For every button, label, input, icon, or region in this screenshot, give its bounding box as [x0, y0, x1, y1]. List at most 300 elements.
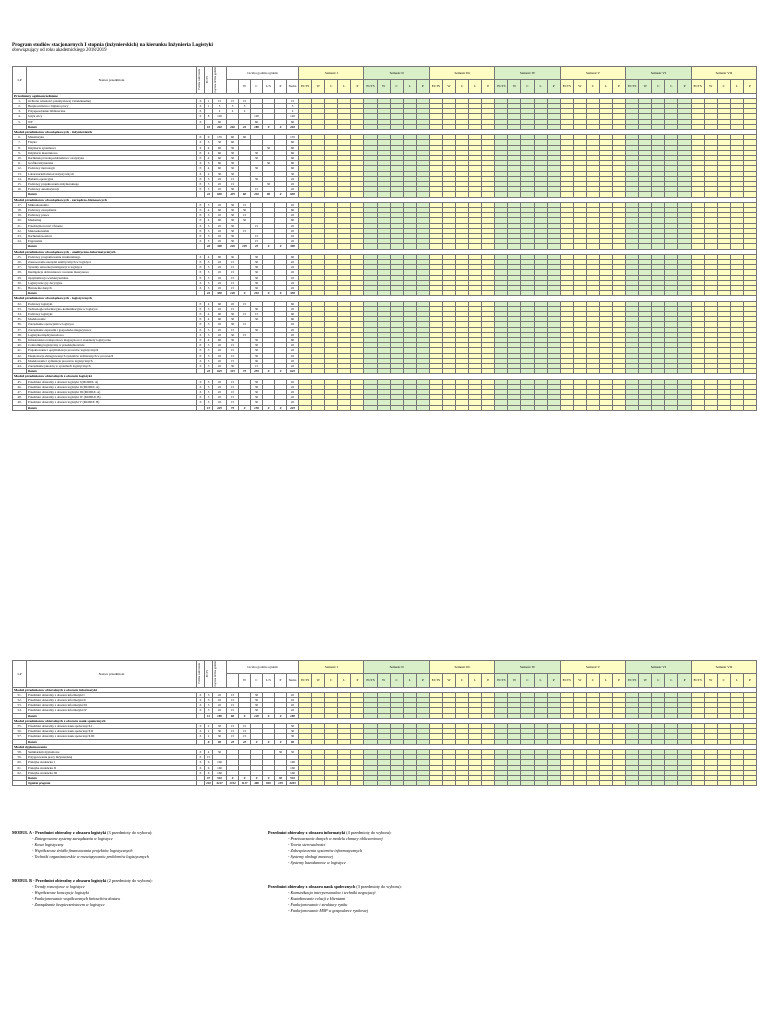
summary-value: 510 — [213, 775, 227, 780]
summary-value: 630 — [213, 192, 227, 197]
elective-group — [12, 878, 262, 908]
table-cell: 5 — [227, 103, 239, 108]
table-cell: E — [197, 187, 205, 192]
col-hours-sub: W — [239, 80, 251, 93]
table-cell: 30 — [251, 286, 263, 291]
semester-cell — [456, 781, 469, 786]
table-cell: 6. — [13, 135, 27, 140]
table-cell: 135 — [287, 135, 299, 140]
table-cell: 3 — [205, 286, 213, 291]
table-cell: 30 — [251, 338, 263, 343]
table-cell: 60 — [287, 301, 299, 306]
table-cell: 30 — [227, 332, 239, 337]
table-cell: 30 — [227, 233, 239, 238]
table-cell: 60 — [287, 254, 299, 259]
elective-item: - Systemy obsługi masowej — [288, 854, 334, 859]
table-cell: 160 — [213, 770, 227, 775]
summary-value: 90 — [287, 739, 299, 744]
table-cell: 60 — [213, 301, 227, 306]
summary-value: 45 — [251, 244, 263, 249]
col-semester-sub: L — [403, 674, 416, 687]
table-cell: 30 — [251, 379, 263, 384]
table-cell: 21. — [13, 223, 27, 228]
semester-cell — [469, 405, 482, 410]
summary-value: 0 — [275, 291, 287, 296]
semester-cell — [495, 781, 508, 786]
semester-cell — [377, 405, 390, 410]
table-cell: Z — [197, 765, 205, 770]
grand-total-value: 3495 — [287, 781, 299, 786]
course-name: Inżynieria materiałowa — [27, 150, 197, 155]
table-cell: 45 — [287, 275, 299, 280]
table-cell: 15 — [251, 364, 263, 369]
table-cell: 30 — [227, 239, 239, 244]
table-cell: Z — [197, 770, 205, 775]
table-cell: Z — [197, 171, 205, 176]
table-cell: 60 — [287, 161, 299, 166]
table-cell: 3 — [205, 379, 213, 384]
table-cell: 3 — [205, 181, 213, 186]
semester-cell — [573, 781, 586, 786]
table-cell: 22. — [13, 228, 27, 233]
table-cell: 15 — [227, 286, 239, 291]
table-cell: 4. — [13, 114, 27, 119]
semester-cell — [429, 781, 442, 786]
summary-value: 90 — [263, 192, 275, 197]
semester-cell — [403, 781, 416, 786]
table-cell: 160 — [287, 765, 299, 770]
elective-item: - Zabezpieczenia systemów informatycznych — [288, 848, 363, 853]
table-cell: 45 — [287, 265, 299, 270]
page-title: Program studiów stacjonarnych I stopnia (inżynierskich) na kierunku Inżynieria Logistyki — [12, 42, 213, 48]
table-cell — [13, 405, 27, 410]
table-cell: 60 — [213, 312, 227, 317]
semester-cell — [730, 781, 743, 786]
col-semester-sub: C — [325, 80, 338, 93]
course-name: Przygotowanie pracy inżynierskiej — [27, 755, 197, 760]
summary-value: 330 — [213, 291, 227, 296]
table-cell: Z — [197, 755, 205, 760]
table-cell: E — [197, 275, 205, 280]
table-cell: 45 — [287, 286, 299, 291]
col-semester: Semestr VI — [626, 661, 691, 674]
table-cell: 3 — [205, 176, 213, 181]
summary-value: 0 — [239, 291, 251, 296]
col-semester-sub: W — [442, 80, 455, 93]
semester-cell — [704, 781, 717, 786]
page-bottom — [12, 660, 756, 786]
table-cell: 3 — [205, 395, 213, 400]
table-cell: Z — [197, 140, 205, 145]
summary-value: 0 — [263, 244, 275, 249]
col-semester: Semestr II — [364, 67, 429, 80]
col-semester-sub: P — [613, 674, 626, 687]
table-cell: 45 — [213, 202, 227, 207]
table-cell: 3 — [205, 322, 213, 327]
table-cell: 30 — [251, 260, 263, 265]
table-cell: 38. — [13, 332, 27, 337]
course-name: Matematyka — [27, 135, 197, 140]
semester-cell — [299, 405, 312, 410]
table-cell: 45 — [287, 202, 299, 207]
col-ects — [205, 661, 213, 688]
table-cell: 30 — [251, 358, 263, 363]
semester-cell — [599, 405, 612, 410]
page-top — [12, 42, 756, 411]
table-cell: 60 — [287, 145, 299, 150]
table-cell: 160 — [213, 765, 227, 770]
semester-cell — [743, 781, 756, 786]
col-semester-sub: C — [652, 674, 665, 687]
grand-total-value: 810 — [263, 781, 275, 786]
table-cell: Z — [197, 332, 205, 337]
table-cell: E — [197, 327, 205, 332]
table-cell: 6 — [205, 760, 213, 765]
col-semester-sub: L — [338, 674, 351, 687]
table-cell: E — [197, 338, 205, 343]
table-cell: Z — [197, 729, 205, 734]
table-cell: 45 — [287, 384, 299, 389]
table-cell: 60. — [13, 760, 27, 765]
summary-value: 0 — [275, 713, 287, 718]
col-name: Nazwa przedmiotu — [27, 67, 197, 94]
table-cell: 31. — [13, 286, 27, 291]
summary-value: 0 — [227, 775, 239, 780]
summary-value: 180 — [251, 124, 263, 129]
table-cell: 45 — [287, 348, 299, 353]
semester-cell — [429, 405, 442, 410]
table-cell: 30 — [251, 708, 263, 713]
semester-cell — [338, 405, 351, 410]
table-cell: 60 — [287, 218, 299, 223]
table-cell: Z — [197, 114, 205, 119]
table-cell: 40. — [13, 343, 27, 348]
semester-cell — [482, 405, 495, 410]
table-cell: 8 — [205, 114, 213, 119]
table-cell: 45 — [213, 353, 227, 358]
table-cell: 60 — [287, 312, 299, 317]
table-cell: 15 — [239, 202, 251, 207]
summary-label: Razem — [27, 775, 197, 780]
table-cell: Z — [197, 400, 205, 405]
table-cell: 3 — [205, 384, 213, 389]
table-cell: 15 — [227, 270, 239, 275]
elective-item: - Zintegrowane systemy zarządzania w logistyce — [32, 836, 113, 841]
col-semester-sub: C — [456, 80, 469, 93]
table-cell: 60 — [213, 155, 227, 160]
course-name: Przedmiot obieralny z obszaru logistyki V (MODUŁ B) — [27, 400, 197, 405]
semester-cell — [547, 781, 560, 786]
summary-value: 0 — [275, 124, 287, 129]
course-name: Przedmiot obieralny z obszaru logistyki IV (MODUŁ B) — [27, 395, 197, 400]
table-cell: 9. — [13, 150, 27, 155]
table-cell: 30 — [263, 181, 275, 186]
table-cell: Z — [197, 119, 205, 124]
table-cell: 45 — [287, 213, 299, 218]
elective-item: - Funkcjonowanie MŚP w gospodarce rynkowej — [288, 908, 369, 913]
table-cell: Z — [197, 395, 205, 400]
table-cell: Z — [197, 98, 205, 103]
course-name: Rachunek prawdopodobieństwa i statystyka — [27, 155, 197, 160]
semester-cell — [730, 405, 743, 410]
table-cell: 15 — [227, 734, 239, 739]
table-cell: Z — [197, 697, 205, 702]
summary-value: 645 — [287, 369, 299, 374]
col-hours-sub: C — [251, 674, 263, 687]
table-cell: 30 — [227, 171, 239, 176]
table-cell: 4 — [205, 218, 213, 223]
summary-value: 0 — [263, 369, 275, 374]
table-cell: 54. — [13, 708, 27, 713]
table-cell: 45 — [213, 187, 227, 192]
table-cell: 45 — [287, 692, 299, 697]
elective-group-head: MODUŁ A - Przedmiot obieralny z obszaru logistyki — [12, 830, 108, 835]
table-cell: 45 — [287, 187, 299, 192]
table-cell: 45 — [287, 343, 299, 348]
semester-cell — [325, 405, 338, 410]
elective-item: - Trendy rozwojowe w logistyce — [32, 884, 85, 889]
table-cell: 30 — [251, 150, 263, 155]
summary-value: 75 — [227, 405, 239, 410]
table-cell: 19. — [13, 213, 27, 218]
table-cell: 6 — [205, 765, 213, 770]
table-cell: E — [197, 181, 205, 186]
col-semester-sub: P — [482, 674, 495, 687]
table-cell: 30 — [227, 254, 239, 259]
table-cell: 45 — [213, 692, 227, 697]
table-cell: 120 — [287, 114, 299, 119]
summary-value: 120 — [251, 713, 263, 718]
col-ects-label: ECTS — [205, 670, 209, 678]
semester-cell — [691, 781, 704, 786]
table-cell: 30 — [213, 729, 227, 734]
summary-value: 225 — [213, 405, 227, 410]
col-form — [197, 67, 205, 94]
table-cell: 15 — [213, 98, 227, 103]
course-name: Ochrona własności przemysłowej i intelektualnej — [27, 98, 197, 103]
table-cell: 45 — [287, 332, 299, 337]
col-semester: Semestr III — [429, 661, 494, 674]
col-semester: Semestr IV — [495, 661, 560, 674]
table-cell: 45 — [287, 697, 299, 702]
table-cell: 120 — [213, 114, 227, 119]
table-cell: 3 — [205, 202, 213, 207]
table-cell: E — [197, 301, 205, 306]
table-cell: 3 — [205, 708, 213, 713]
col-semester-sub: ECTS — [364, 674, 377, 687]
course-name: Przedmiot obieralny z obszaru informatyki I — [27, 692, 197, 697]
col-total-hours-label: Łączna liczba godzin — [213, 661, 217, 687]
summary-value: 6 — [205, 739, 213, 744]
table-cell: 39. — [13, 338, 27, 343]
table-cell: 45. — [13, 379, 27, 384]
elective-item: - Komunikacja interpersonalna i techniki negocjacji — [288, 890, 376, 895]
table-cell: 45 — [287, 708, 299, 713]
table-cell: 45 — [287, 233, 299, 238]
table-cell: 30 — [227, 187, 239, 192]
course-name: Język obcy — [27, 114, 197, 119]
summary-label: Razem — [27, 244, 197, 249]
table-cell: 30 — [287, 729, 299, 734]
table-cell: 15 — [227, 280, 239, 285]
table-cell: Z — [197, 390, 205, 395]
table-cell: 32. — [13, 301, 27, 306]
summary-value: 45 — [227, 739, 239, 744]
semester-cell — [704, 405, 717, 410]
col-semester-sub: L — [403, 80, 416, 93]
semester-cell — [508, 781, 521, 786]
table-cell: 3 — [205, 343, 213, 348]
table-cell: 45 — [213, 332, 227, 337]
table-cell: 30 — [251, 353, 263, 358]
table-cell: 2 — [205, 734, 213, 739]
table-cell: E — [197, 322, 205, 327]
table-cell: 60 — [213, 317, 227, 322]
semester-cell — [442, 405, 455, 410]
table-cell: Z — [197, 760, 205, 765]
table-cell: 29. — [13, 275, 27, 280]
col-hours-sub: P — [275, 674, 287, 687]
table-cell: 3 — [205, 239, 213, 244]
table-cell: E — [197, 228, 205, 233]
table-cell: 36. — [13, 322, 27, 327]
summary-value: 60 — [239, 192, 251, 197]
table-cell: 45 — [287, 703, 299, 708]
col-semester: Semestr IV — [495, 67, 560, 80]
course-name: Praktyka studencka III — [27, 770, 197, 775]
table-cell: 3 — [205, 187, 213, 192]
table-cell: 45 — [287, 364, 299, 369]
table-cell: 15 — [251, 312, 263, 317]
summary-value: 0 — [263, 291, 275, 296]
table-cell: 4 — [205, 145, 213, 150]
table-cell: 2 — [205, 171, 213, 176]
grand-total-row — [13, 781, 757, 786]
col-semester-sub: C — [586, 80, 599, 93]
table-cell: 30 — [251, 155, 263, 160]
col-hours-sub: C — [251, 80, 263, 93]
table-cell: 14. — [13, 176, 27, 181]
col-semester-sub: W — [312, 674, 325, 687]
table-cell: E — [197, 348, 205, 353]
table-cell: 13. — [13, 171, 27, 176]
table-cell: 30 — [287, 734, 299, 739]
table-cell: E — [197, 150, 205, 155]
table-cell: 2. — [13, 103, 27, 108]
col-semester-sub: L — [730, 674, 743, 687]
col-semester-sub: C — [390, 80, 403, 93]
table-cell: 30. — [13, 280, 27, 285]
table-cell: 2 — [227, 109, 239, 114]
summary-value: 150 — [251, 405, 263, 410]
table-cell: 5. — [13, 119, 27, 124]
table-cell: 45 — [287, 270, 299, 275]
summary-value: 105 — [239, 244, 251, 249]
elective-item: - Przetwarzanie danych w modelu chmury obliczeniowej — [288, 836, 383, 841]
table-cell: 45 — [213, 280, 227, 285]
table-cell: 55. — [13, 723, 27, 728]
col-semester-sub: L — [599, 80, 612, 93]
table-cell: E — [197, 218, 205, 223]
col-semester-sub: ECTS — [429, 674, 442, 687]
table-cell: Z — [197, 692, 205, 697]
table-cell: 30 — [227, 207, 239, 212]
table-cell: 45 — [213, 306, 227, 311]
course-name: Bezpieczeństwo i higiena pracy — [27, 103, 197, 108]
semester-cell — [665, 405, 678, 410]
table-cell: 15 — [239, 301, 251, 306]
section-title: Moduł przedmiotów obieralnych z obszaru informatyki — [13, 687, 757, 692]
summary-value: 60 — [227, 713, 239, 718]
table-cell: 60 — [287, 150, 299, 155]
semester-cell — [416, 781, 429, 786]
table-cell: Z — [197, 734, 205, 739]
table-cell: 30 — [213, 734, 227, 739]
col-semester-sub: W — [508, 80, 521, 93]
course-name: Inteligencja obliczeniowa i uczenie maszynowe — [27, 270, 197, 275]
table-cell: 53. — [13, 703, 27, 708]
table-cell: 30 — [251, 280, 263, 285]
table-cell: Z — [197, 358, 205, 363]
table-cell: 61. — [13, 765, 27, 770]
table-cell: 60 — [227, 140, 239, 145]
semester-cell — [534, 405, 547, 410]
table-cell: 1. — [13, 98, 27, 103]
table-cell: 30 — [239, 207, 251, 212]
col-semester-sub: P — [547, 674, 560, 687]
table-cell: Z — [197, 103, 205, 108]
table-cell: 11. — [13, 161, 27, 166]
summary-value: 12 — [205, 713, 213, 718]
table-cell: 4 — [205, 317, 213, 322]
table-cell: 45 — [213, 697, 227, 702]
course-name: WF — [27, 119, 197, 124]
col-semester-sub: L — [730, 80, 743, 93]
summary-value: 0 — [263, 713, 275, 718]
table-cell: 15 — [227, 275, 239, 280]
col-semester-sub: L — [599, 674, 612, 687]
semester-cell — [390, 781, 403, 786]
table-cell: 3 — [205, 260, 213, 265]
course-name: Przedmiot obieralny z obszaru nauk społecznych II — [27, 729, 197, 734]
table-cell: 15 — [227, 379, 239, 384]
summary-value: 0 — [263, 739, 275, 744]
table-cell: 120 — [251, 114, 263, 119]
course-name: Podstawy prawa — [27, 213, 197, 218]
course-name: Przedmiot obieralny z obszaru informatyki III — [27, 703, 197, 708]
table-cell: 3 — [205, 390, 213, 395]
col-lp: LP — [13, 661, 27, 688]
table-cell: 47. — [13, 390, 27, 395]
course-name: Fizyka — [27, 140, 197, 145]
summary-value: 225 — [287, 405, 299, 410]
semester-cell — [639, 781, 652, 786]
table-cell — [13, 781, 27, 786]
table-cell: 30 — [213, 140, 227, 145]
table-cell: E — [197, 213, 205, 218]
course-name: Marketing — [27, 218, 197, 223]
table-cell: 45 — [287, 223, 299, 228]
col-semester-sub: ECTS — [364, 80, 377, 93]
table-cell: Z — [197, 223, 205, 228]
summary-value: 0 — [275, 244, 287, 249]
col-semester-sub: ECTS — [626, 674, 639, 687]
table-cell: 15 — [239, 98, 251, 103]
col-semester-sub: L — [469, 80, 482, 93]
table-cell: 35. — [13, 317, 27, 322]
course-name: Podstawy automatyzacji — [27, 187, 197, 192]
col-semester-sub: W — [704, 674, 717, 687]
